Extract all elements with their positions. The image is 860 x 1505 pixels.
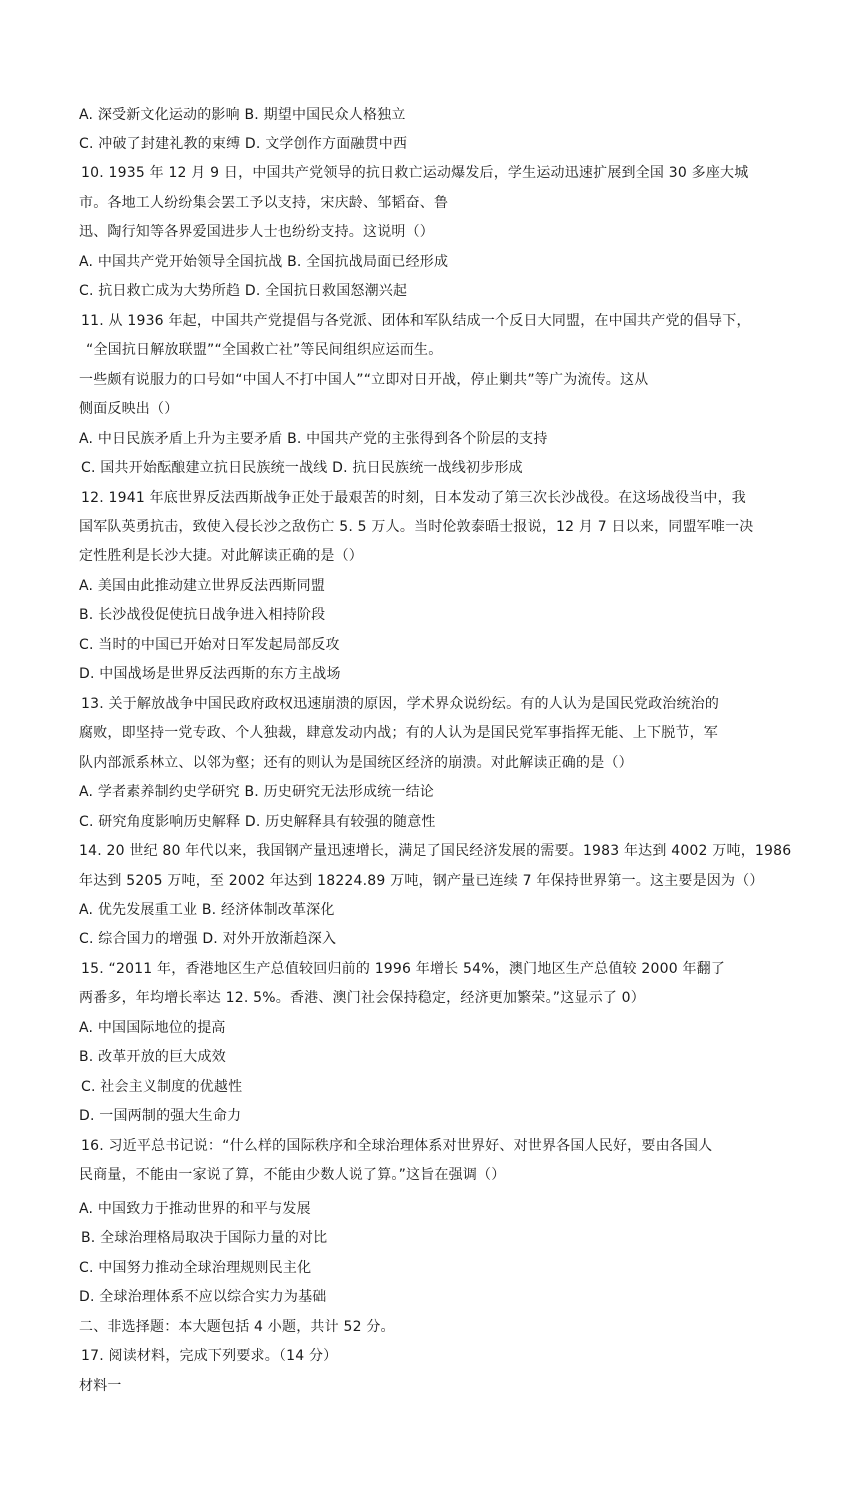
question-10-line: 市。各地工人纷纷集会罢工予以支持，宋庆龄、邹韬奋、鲁 <box>79 195 449 211</box>
option-line: C. 冲破了封建礼教的束缚 D. 文学创作方面融贯中西 <box>79 136 408 152</box>
option-line: C. 当时的中国已开始对日军发起局部反攻 <box>79 637 340 653</box>
question-11-line: 一些颇有说服力的口号如“中国人不打中国人”“立即对日开战，停止剿共”等广为流传。这从 <box>79 372 649 388</box>
question-12-line: 12. 1941 年底世界反法西斯战争正处于最艰苦的时刻，日本发动了第三次长沙战役。在这场战役当中，我 <box>81 490 746 506</box>
option-line: B. 长沙战役促使抗日战争进入相持阶段 <box>79 607 326 623</box>
option-line: D. 全球治理体系不应以综合实力为基础 <box>79 1289 327 1305</box>
question-16-line: 16. 习近平总书记说：“什么样的国际秩序和全球治理体系对世界好、对世界各国人民好，要由各国人 <box>81 1138 713 1154</box>
option-line: C. 研究角度影响历史解释 D. 历史解释具有较强的随意性 <box>79 814 436 830</box>
option-line: C. 综合国力的增强 D. 对外开放渐趋深入 <box>79 931 337 947</box>
question-13-line: 13. 关于解放战争中国民政府政权迅速崩溃的原因，学术界众说纷纭。有的人认为是国民党政治统治的 <box>81 696 720 712</box>
section-heading: 二、非选择题：本大题包括 4 小题，共计 52 分。 <box>79 1319 395 1335</box>
question-11-line: 侧面反映出（） <box>79 401 179 417</box>
question-16-line: 民商量，不能由一家说了算，不能由少数人说了算。”这旨在强调（） <box>79 1167 506 1183</box>
question-14-line: 年达到 5205 万吨，至 2002 年达到 18224.89 万吨，钢产量已连续 7 年保持世界第一。这主要是因为（） <box>79 873 764 889</box>
question-17-line: 17. 阅读材料，完成下列要求。（14 分） <box>81 1348 338 1364</box>
option-line: C. 国共开始酝酿建立抗日民族统一战线 D. 抗日民族统一战线初步形成 <box>81 460 523 476</box>
option-line: A. 中国致力于推动世界的和平与发展 <box>79 1201 311 1217</box>
option-line: D. 中国战场是世界反法西斯的东方主战场 <box>79 666 341 682</box>
option-line: A. 深受新文化运动的影响 B. 期望中国民众人格独立 <box>79 107 406 123</box>
question-10-line: 迅、陶行知等各界爱国进步人士也纷纷支持。这说明（） <box>79 224 434 240</box>
question-13-line: 腐败，即坚持一党专政、个人独裁，肆意发动内战；有的人认为是国民党军事指挥无能、上下脱节，军 <box>79 725 718 741</box>
question-10-line: 10. 1935 年 12 月 9 日，中国共产党领导的抗日救亡运动爆发后，学生运动迅速扩展到全国 30 多座大城 <box>81 165 749 181</box>
question-11-line: 11. 从 1936 年起，中国共产党提倡与各党派、团体和军队结成一个反日大同盟，在中国共产党的倡导下， <box>81 313 751 329</box>
question-12-line: 国军队英勇抗击，致使入侵长沙之敌伤亡 5. 5 万人。当时伦敦泰晤士报说，12 月 7 日以来，同盟军唯一决 <box>79 519 754 535</box>
material-heading: 材料一 <box>79 1378 122 1394</box>
question-12-line: 定性胜利是长沙大捷。对此解读正确的是（） <box>79 548 363 564</box>
question-14-line: 14. 20 世纪 80 年代以来，我国钢产量迅速增长，满足了国民经济发展的需要。1983 年达到 4002 万吨，1986 <box>79 843 792 859</box>
option-line: A. 中日民族矛盾上升为主要矛盾 B. 中国共产党的主张得到各个阶层的支持 <box>79 431 548 447</box>
option-line: C. 抗日救亡成为大势所趋 D. 全国抗日救国怒潮兴起 <box>79 283 408 299</box>
option-line: A. 中国国际地位的提高 <box>79 1020 226 1036</box>
question-15-line: 两番多，年均增长率达 12. 5%。香港、澳门社会保持稳定，经济更加繁荣。”这显示了 0） <box>79 990 645 1006</box>
option-line: C. 中国努力推动全球治理规则民主化 <box>79 1260 312 1276</box>
option-line: B. 改革开放的巨大成效 <box>79 1049 226 1065</box>
option-line: C. 社会主义制度的优越性 <box>81 1079 243 1095</box>
option-line: D. 一国两制的强大生命力 <box>79 1108 242 1124</box>
question-11-line: “全国抗日解放联盟”“全国救亡社”等民间组织应运而生。 <box>86 342 443 358</box>
question-13-line: 队内部派系林立、以邻为壑；还有的则认为是国统区经济的崩溃。对此解读正确的是（） <box>79 755 633 771</box>
option-line: A. 美国由此推动建立世界反法西斯同盟 <box>79 578 326 594</box>
question-15-line: 15. “2011 年，香港地区生产总值较回归前的 1996 年增长 54%，澳门地区生产总值较 2000 年翻了 <box>81 961 726 977</box>
option-line: A. 学者素养制约史学研究 B. 历史研究无法形成统一结论 <box>79 784 434 800</box>
option-line: B. 全球治理格局取决于国际力量的对比 <box>81 1230 328 1246</box>
option-line: A. 中国共产党开始领导全国抗战 B. 全国抗战局面已经形成 <box>79 254 449 270</box>
option-line: A. 优先发展重工业 B. 经济体制改革深化 <box>79 902 335 918</box>
